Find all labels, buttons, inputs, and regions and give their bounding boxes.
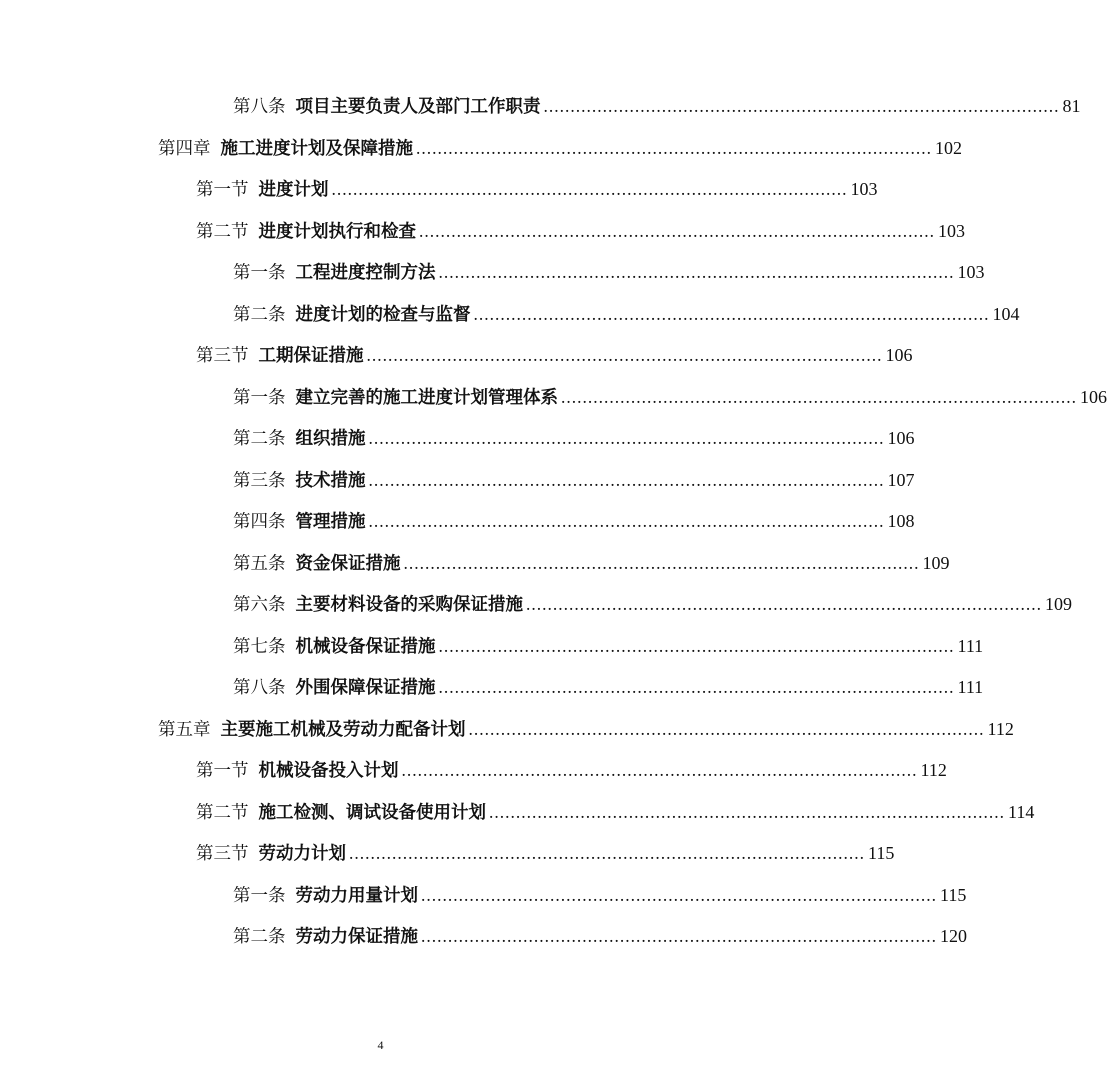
toc-entry[interactable] <box>196 337 913 373</box>
toc-entry[interactable] <box>196 835 895 871</box>
toc-entry[interactable] <box>196 171 878 207</box>
toc-entry-page: 104 <box>992 303 1020 324</box>
toc-entry-page: 115 <box>868 843 895 863</box>
toc-entry-title: 劳动力计划 <box>258 844 346 864</box>
dot-leader: ................................................................................................ <box>366 345 883 365</box>
toc-entry-number: 第五条 <box>233 553 286 574</box>
toc-entry-title: 外围保障保证措施 <box>295 678 436 698</box>
toc-entry-number: 第八条 <box>233 678 286 698</box>
toc-entry-title: 项目主要负责人及部门工作职责 <box>295 97 541 117</box>
toc-entry[interactable] <box>233 586 1072 622</box>
dot-leader: ................................................................................................ <box>421 926 937 946</box>
dot-leader: ................................................................................................ <box>543 96 1060 116</box>
page-number: 4 <box>377 1038 384 1052</box>
toc-entry[interactable] <box>233 918 967 954</box>
toc-entry-title: 机械设备投入计划 <box>258 761 399 781</box>
toc-entry-page: 106 <box>1080 386 1107 407</box>
toc-entry-page: 102 <box>935 137 962 158</box>
dot-leader: ................................................................................................ <box>419 220 935 241</box>
toc-entry[interactable] <box>196 794 1035 830</box>
dot-leader: ................................................................................................ <box>331 179 848 199</box>
toc-entry[interactable] <box>233 88 1081 124</box>
toc-entry-number: 第八条 <box>233 97 286 117</box>
toc-entry-number: 第一节 <box>196 180 249 200</box>
toc-entry[interactable] <box>233 877 967 913</box>
toc-entry-title: 施工进度计划及保障措施 <box>220 138 413 159</box>
toc-entry-page: 81 <box>1062 96 1081 116</box>
dot-leader: ................................................................................................ <box>368 428 885 448</box>
toc-entry-number: 第六条 <box>233 595 286 615</box>
toc-entry[interactable] <box>233 669 984 705</box>
toc-entry-number: 第一条 <box>233 885 286 906</box>
toc-entry-title: 进度计划 <box>258 180 329 200</box>
toc-entry-number: 第二条 <box>233 927 286 947</box>
toc-entry-page: 112 <box>920 760 947 780</box>
dot-leader: ................................................................................................ <box>473 303 990 324</box>
toc-entry-page: 111 <box>957 677 984 697</box>
toc-entry-page: 120 <box>940 926 967 946</box>
toc-entry-page: 111 <box>957 635 984 656</box>
toc-entry-title: 建立完善的施工进度计划管理体系 <box>295 387 558 408</box>
toc-entry[interactable] <box>233 462 915 498</box>
toc-entry-title: 工程进度控制方法 <box>295 263 436 283</box>
toc-entry-title: 工期保证措施 <box>258 346 364 366</box>
toc-entry-page: 106 <box>885 345 913 365</box>
toc-entry-page: 109 <box>922 552 950 573</box>
dot-leader: ................................................................................................ <box>438 635 955 656</box>
toc-entry[interactable] <box>233 254 985 290</box>
toc-entry-number: 第二节 <box>196 802 249 823</box>
toc-entry-page: 108 <box>887 511 915 531</box>
dot-leader: ................................................................................................ <box>561 386 1077 407</box>
dot-leader: ................................................................................................ <box>349 843 865 863</box>
dot-leader: ................................................................................................ <box>368 511 885 531</box>
toc-entry-title: 资金保证措施 <box>295 553 401 574</box>
dot-leader: ................................................................................................ <box>403 552 920 573</box>
toc-entry-number: 第一条 <box>233 263 286 283</box>
toc-entry-page: 112 <box>987 718 1014 739</box>
dot-leader: ................................................................................................ <box>421 884 937 905</box>
toc-entry-number: 第五章 <box>158 719 211 740</box>
dot-leader: ................................................................................................ <box>526 594 1042 614</box>
dot-leader: ................................................................................................ <box>416 137 932 158</box>
toc-entry-number: 第四条 <box>233 512 286 532</box>
toc-entry-number: 第七条 <box>233 636 286 657</box>
toc-entry-number: 第四章 <box>158 138 211 159</box>
toc-entry[interactable] <box>233 545 950 581</box>
toc-entry-page: 103 <box>850 179 878 199</box>
toc-entry-number: 第二条 <box>233 304 286 325</box>
toc-entry[interactable] <box>233 628 984 664</box>
dot-leader: ................................................................................................ <box>368 469 885 490</box>
toc-entry[interactable] <box>233 420 915 456</box>
toc-entry-title: 组织措施 <box>295 429 366 449</box>
toc-entry-number: 第三条 <box>233 470 286 491</box>
toc-entry-number: 第三节 <box>196 844 249 864</box>
toc-entry-number: 第一条 <box>233 387 286 408</box>
toc-entry-title: 进度计划执行和检查 <box>258 221 416 242</box>
toc-entry-page: 107 <box>887 469 915 490</box>
toc-entry[interactable] <box>233 503 915 539</box>
toc-entry-title: 劳动力用量计划 <box>295 885 418 906</box>
toc-entry-page: 114 <box>1008 801 1035 822</box>
toc-entry[interactable] <box>158 711 1014 747</box>
toc-entry[interactable] <box>196 213 965 249</box>
toc-entry-number: 第一节 <box>196 761 249 781</box>
toc-entry-title: 主要材料设备的采购保证措施 <box>295 595 523 615</box>
toc-entry-page: 115 <box>940 884 967 905</box>
dot-leader: ................................................................................................ <box>438 262 955 282</box>
toc-entry-title: 进度计划的检查与监督 <box>295 304 471 325</box>
toc-entry-title: 施工检测、调试设备使用计划 <box>258 802 486 823</box>
toc-entry-number: 第二节 <box>196 221 249 242</box>
dot-leader: ................................................................................................ <box>468 718 985 739</box>
toc-entry[interactable] <box>158 130 962 166</box>
toc-entry-title: 主要施工机械及劳动力配备计划 <box>220 719 466 740</box>
toc-entry[interactable] <box>196 752 947 788</box>
toc-entry-title: 技术措施 <box>295 470 366 491</box>
toc-entry-title: 劳动力保证措施 <box>295 927 418 947</box>
toc-entry-page: 106 <box>887 428 915 448</box>
dot-leader: ................................................................................................ <box>401 760 918 780</box>
toc-entry-title: 管理措施 <box>295 512 366 532</box>
toc-entry-page: 103 <box>957 262 985 282</box>
toc-entry-page: 109 <box>1045 594 1072 614</box>
dot-leader: ................................................................................................ <box>489 801 1005 822</box>
toc-entry-page: 103 <box>938 220 965 241</box>
toc-entry-number: 第三节 <box>196 346 249 366</box>
toc-entry-title: 机械设备保证措施 <box>295 636 436 657</box>
toc-entry-number: 第二条 <box>233 429 286 449</box>
toc-entry[interactable] <box>233 296 1020 332</box>
dot-leader: ................................................................................................ <box>438 677 955 697</box>
toc-entry[interactable] <box>233 379 1107 415</box>
